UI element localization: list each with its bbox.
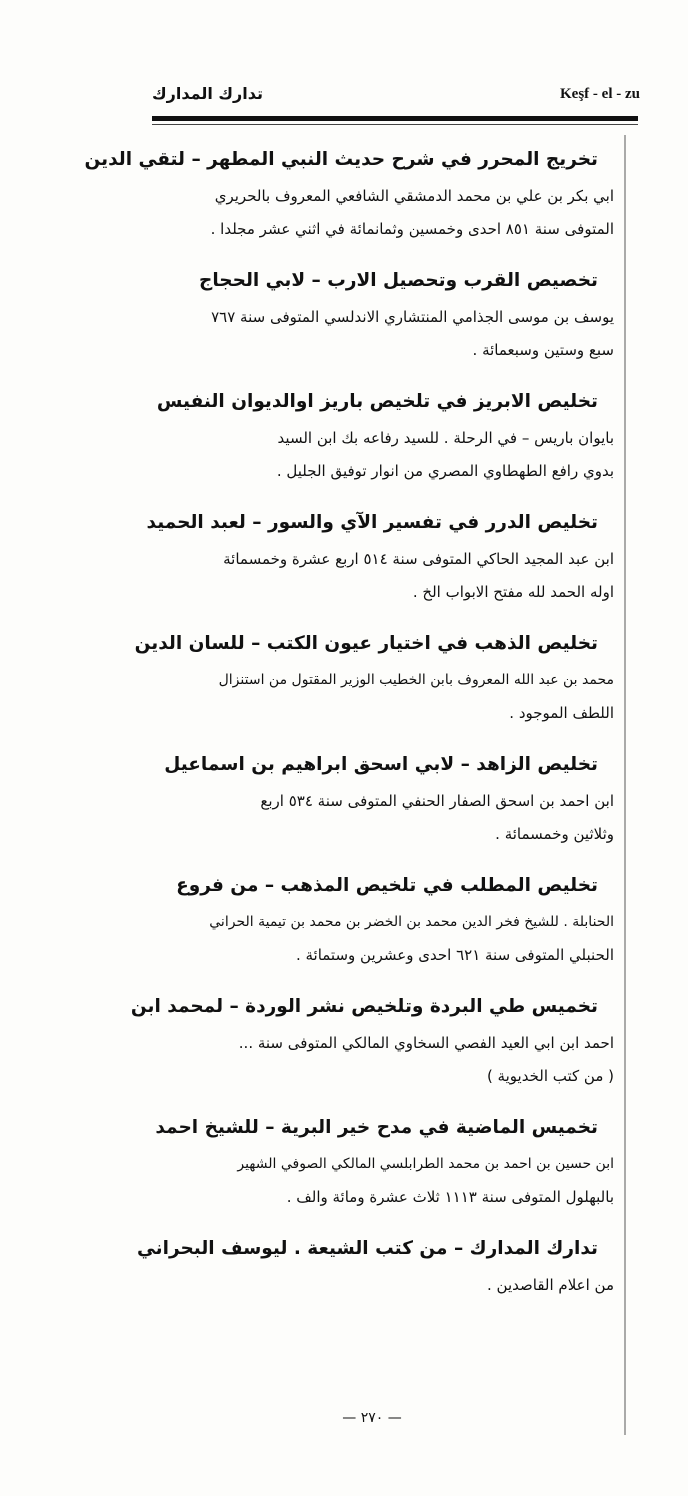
entry-line: الحنبلي المتوفى سنة ٦٢١ احدى وعشرين وستمائة . — [295, 946, 614, 964]
entry-line: من اعلام القاصدين . — [487, 1276, 614, 1294]
entry-title-line: تخليص الدرر في تفسير الآي والسور – لعبد الحميد — [146, 512, 598, 533]
entry-line: اللطف الموجود . — [509, 704, 614, 722]
header-rule-thin — [152, 124, 638, 125]
entry-line: المتوفى سنة ٨٥١ احدى وخمسين وثمانمائة في اثني عشر مجلدا . — [210, 220, 614, 238]
entry — [152, 382, 614, 488]
entry-line: وثلاثين وخمسمائة . — [495, 825, 614, 843]
entry-line: ( من كتب الخديوية ) — [486, 1067, 614, 1085]
entry-title-line: تخميس الماضية في مدح خير البرية – للشيخ احمد — [155, 1117, 598, 1138]
entry — [152, 745, 614, 851]
entry — [130, 987, 614, 1093]
entry-line: بالبهلول المتوفى سنة ١١١٣ ثلاث عشرة ومائة والف . — [286, 1188, 614, 1206]
running-head-arabic: تدارك المدارك — [152, 84, 263, 103]
entry-line: ابن عبد المجيد الحاكي المتوفى سنة ٥١٤ اربع عشرة وخمسمائة — [223, 550, 614, 568]
entry-title-line: تخليص الزاهد – لابي اسحق ابراهيم بن اسماعيل — [164, 754, 598, 775]
entry — [152, 1108, 614, 1214]
entry — [134, 624, 614, 730]
entry — [152, 261, 614, 367]
entry-title-line: تخليص المطلب في تلخيص المذهب – من فروع — [176, 875, 598, 896]
entry-line: ابن حسين بن احمد بن محمد الطرابلسي المالكي الصوفي الشهير — [237, 1156, 614, 1172]
entries-column — [84, 140, 614, 1317]
entry-line: احمد ابن ابي العيد الفصي السخاوي المالكي المتوفى سنة ... — [238, 1034, 614, 1052]
entry-line: ابي بكر بن علي بن محمد الدمشقي الشافعي المعروف بالحريري — [214, 187, 614, 205]
entry-line: ابن احمد بن اسحق الصفار الحنفي المتوفى سنة ٥٣٤ اربع — [260, 792, 614, 810]
entry-line: اوله الحمد لله مفتح الابواب الخ . — [412, 583, 614, 601]
entry-title-line: تخليص الذهب في اختيار عيون الكتب – للسان الدين — [134, 633, 598, 654]
running-head-latin: Keşf - el - zu — [560, 86, 640, 102]
entry-title-line: تخليص الابريز في تلخيص باريز اوالديوان النفيس — [156, 391, 598, 412]
running-head — [152, 84, 640, 110]
entry-title-line: تخميس طي البردة وتلخيص نشر الوردة – لمحمد ابن — [130, 996, 598, 1017]
entry — [152, 866, 614, 972]
entry-line: سبع وستين وسبعمائة . — [472, 341, 614, 359]
entry — [84, 140, 614, 246]
entry-line: يوسف بن موسى الجذامي المنتشاري الاندلسي المتوفى سنة ٧٦٧ — [211, 308, 614, 326]
entry-title-line: تخصيص القرب وتحصيل الارب – لابي الحجاج — [199, 270, 598, 291]
entry-title-line: تخريج المحرر في شرح حديث النبي المطهر – لتقي الدين — [84, 149, 598, 170]
entry-title-line: تدارك المدارك – من كتب الشيعة . ليوسف البحراني — [136, 1238, 598, 1259]
entry-line: بدوي رافع الطهطاوي المصري من انوار توفيق الجليل . — [276, 462, 614, 480]
entry — [136, 1229, 614, 1302]
entry-line: محمد بن عبد الله المعروف بابن الخطيب الوزير المقتول من استنزال — [218, 672, 614, 688]
entry-line: الحنابلة . للشيخ فخر الدين محمد بن الخضر بن محمد بن تيمية الحراني — [209, 914, 614, 930]
entry — [146, 503, 614, 609]
header-rule — [152, 116, 638, 121]
margin-rule — [624, 135, 626, 1435]
page-number: — ٢٧٠ — — [342, 1410, 402, 1426]
entry-line: بايوان باريس – في الرحلة . للسيد رفاعه بك ابن السيد — [277, 429, 614, 447]
